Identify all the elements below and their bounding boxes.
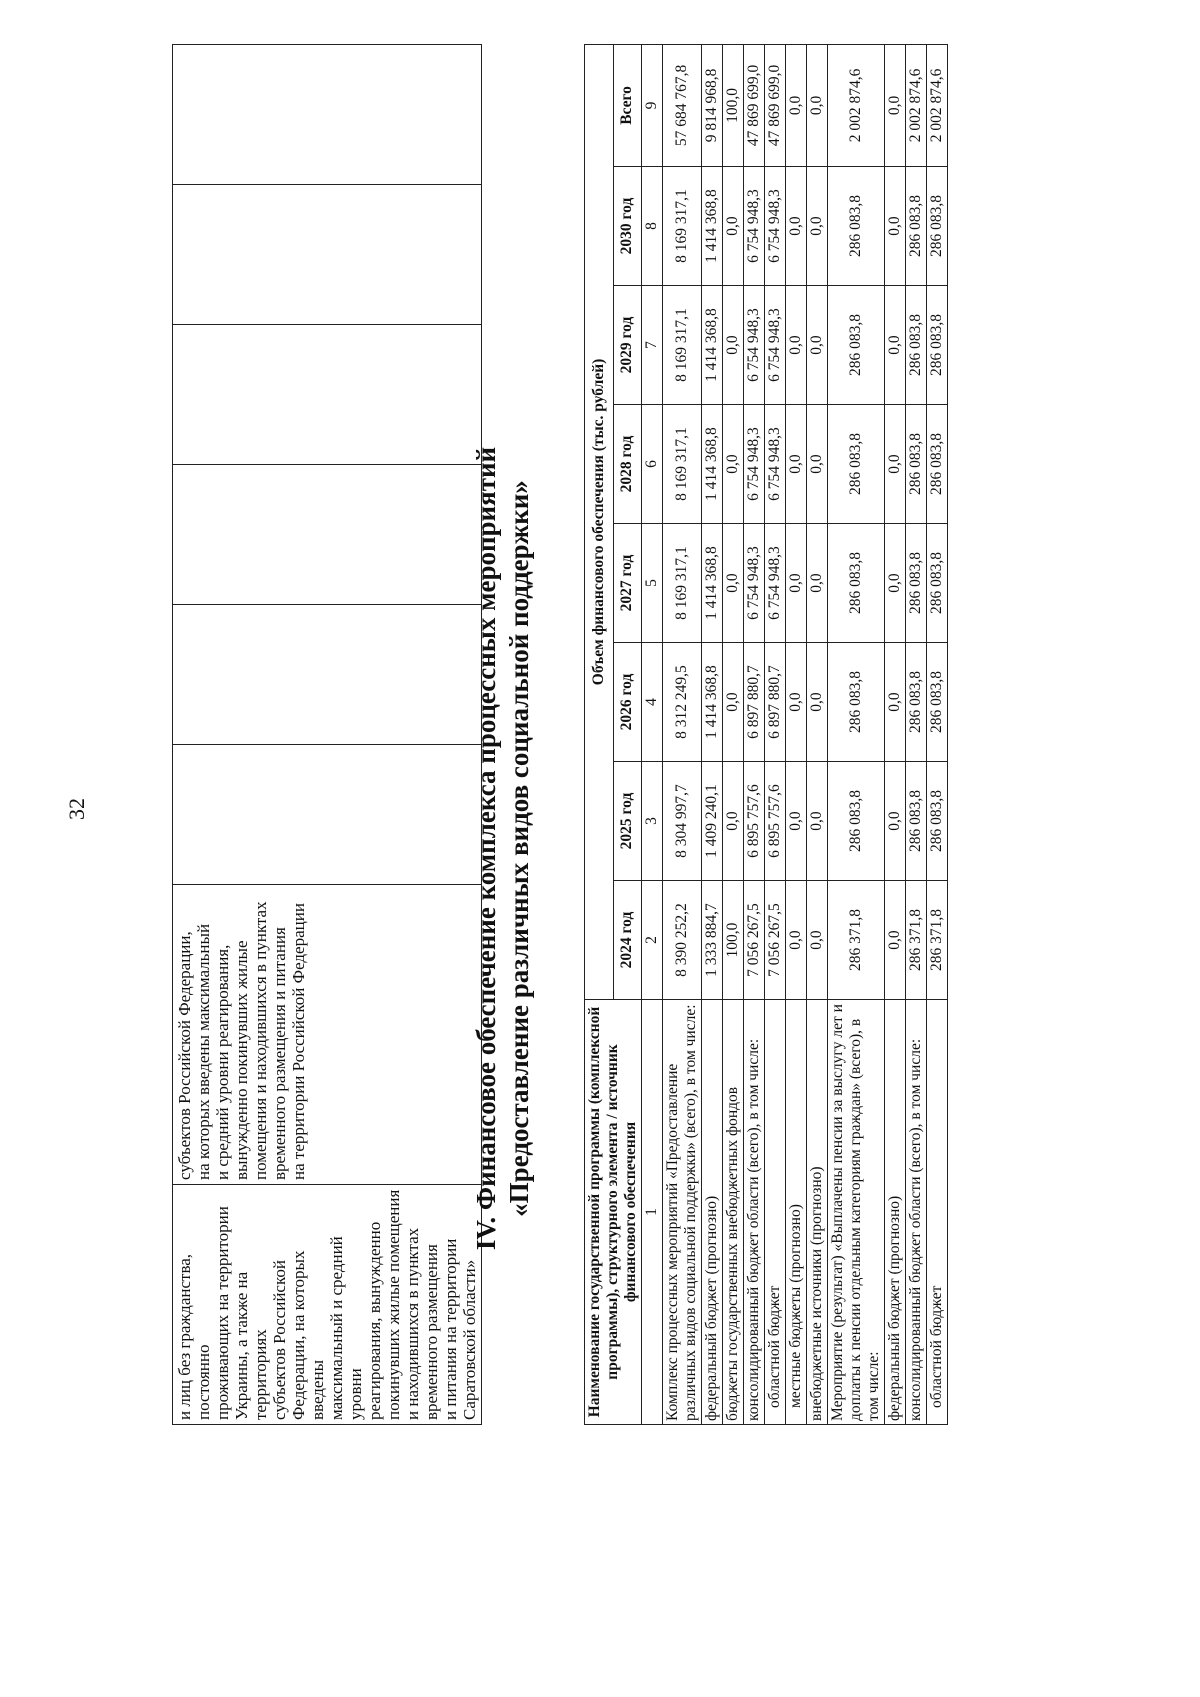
total-cell: 2 002 874,6 — [828, 44, 885, 166]
value-cell: 286 083,8 — [906, 762, 927, 881]
value-cell: 286 083,8 — [927, 643, 948, 762]
value-cell: 286 083,8 — [927, 405, 948, 524]
value-cell: 1 414 368,8 — [702, 405, 723, 524]
empty-cell — [173, 45, 482, 185]
column-index-row — [642, 44, 663, 1424]
table-row — [885, 44, 906, 1424]
row-label: консолидированный бюджет области (всего), в том числе: — [744, 1000, 765, 1425]
value-cell: 0,0 — [807, 524, 828, 643]
column-index: 4 — [642, 643, 663, 762]
value-cell: 8 390 252,2 — [663, 881, 702, 1000]
value-cell: 6 754 948,3 — [744, 524, 765, 643]
value-cell: 286 083,8 — [828, 762, 885, 881]
value-cell: 1 414 368,8 — [702, 286, 723, 405]
value-cell: 0,0 — [885, 762, 906, 881]
value-cell: 286 083,8 — [828, 643, 885, 762]
value-cell: 0,0 — [786, 167, 807, 286]
value-cell: 286 371,8 — [927, 881, 948, 1000]
row-label: бюджеты государственных внебюджетных фондов — [723, 1000, 744, 1425]
row-label: федеральный бюджет (прогнозно) — [885, 1000, 906, 1425]
empty-cell — [173, 185, 482, 325]
value-cell: 8 169 317,1 — [663, 167, 702, 286]
page-number: 32 — [64, 798, 89, 820]
total-cell: 47 869 699,0 — [765, 44, 786, 166]
value-cell: 6 895 757,6 — [765, 762, 786, 881]
value-cell: 0,0 — [723, 405, 744, 524]
value-cell: 286 083,8 — [828, 524, 885, 643]
column-index: 2 — [642, 881, 663, 1000]
value-cell: 6 754 948,3 — [765, 405, 786, 524]
header-year: 2025 год — [613, 762, 642, 881]
value-cell: 0,0 — [723, 167, 744, 286]
value-cell: 0,0 — [885, 524, 906, 643]
row-label: Комплекс процессных мероприятий «Предоставление различных видов социальной поддержки» (всего), в том числе: — [663, 1000, 702, 1425]
header-total: Всего — [613, 44, 642, 166]
header-year: 2030 год — [613, 167, 642, 286]
table-row — [663, 44, 702, 1424]
value-cell: 0,0 — [885, 881, 906, 1000]
value-cell: 1 414 368,8 — [702, 167, 723, 286]
value-cell: 100,0 — [723, 881, 744, 1000]
value-cell: 6 754 948,3 — [765, 524, 786, 643]
total-cell: 100,0 — [723, 44, 744, 166]
row-label: областной бюджет — [765, 1000, 786, 1425]
value-cell: 0,0 — [807, 167, 828, 286]
empty-cell — [173, 745, 482, 885]
value-cell: 0,0 — [885, 286, 906, 405]
empty-cell — [173, 325, 482, 465]
total-cell: 57 684 767,8 — [663, 44, 702, 166]
value-cell: 0,0 — [807, 762, 828, 881]
section-title-line-2: «Предоставление различных видов социальной поддержки» — [504, 480, 534, 1217]
value-cell: 286 083,8 — [927, 524, 948, 643]
header-year: 2029 год — [613, 286, 642, 405]
header-year: 2027 год — [613, 524, 642, 643]
empty-cell — [173, 465, 482, 605]
empty-cell — [173, 605, 482, 745]
value-cell: 0,0 — [807, 286, 828, 405]
value-cell: 286 083,8 — [906, 167, 927, 286]
continuation-cell-2: субъектов Российской Федерации, на которых введены максимальный и средний уровни реагирования, вынужденно покинувших жилые помещения и находившихся в пунктах временного размещения и питания на территории Российской Федерации — [173, 885, 482, 1185]
value-cell: 6 754 948,3 — [744, 167, 765, 286]
value-cell: 8 169 317,1 — [663, 405, 702, 524]
header-year: 2028 год — [613, 405, 642, 524]
continuation-table — [172, 44, 482, 1425]
table-row — [702, 44, 723, 1424]
value-cell: 0,0 — [807, 643, 828, 762]
value-cell: 0,0 — [807, 881, 828, 1000]
value-cell: 6 897 880,7 — [765, 643, 786, 762]
value-cell: 286 083,8 — [906, 643, 927, 762]
total-cell: 47 869 699,0 — [744, 44, 765, 166]
value-cell: 286 083,8 — [828, 405, 885, 524]
header-program-source: Наименование государственной программы (комплексной программы), структурного элемента / источник финансового обеспечения — [585, 1000, 642, 1425]
value-cell: 8 304 997,7 — [663, 762, 702, 881]
column-index: 3 — [642, 762, 663, 881]
value-cell: 0,0 — [723, 524, 744, 643]
value-cell: 1 414 368,8 — [702, 524, 723, 643]
table-row — [786, 44, 807, 1424]
value-cell: 286 083,8 — [906, 405, 927, 524]
value-cell: 286 083,8 — [906, 524, 927, 643]
column-index: 8 — [642, 167, 663, 286]
value-cell: 8 169 317,1 — [663, 286, 702, 405]
value-cell: 8 169 317,1 — [663, 524, 702, 643]
value-cell: 0,0 — [786, 286, 807, 405]
total-cell: 9 814 968,8 — [702, 44, 723, 166]
value-cell: 1 333 884,7 — [702, 881, 723, 1000]
column-index: 9 — [642, 44, 663, 166]
value-cell: 286 083,8 — [927, 286, 948, 405]
value-cell: 286 083,8 — [828, 167, 885, 286]
value-cell: 6 754 948,3 — [744, 405, 765, 524]
table-row — [765, 44, 786, 1424]
value-cell: 286 083,8 — [927, 167, 948, 286]
table-row — [744, 44, 765, 1424]
table-row — [828, 44, 885, 1424]
value-cell: 0,0 — [723, 286, 744, 405]
row-label: областной бюджет — [927, 1000, 948, 1425]
value-cell: 286 083,8 — [927, 762, 948, 881]
value-cell: 0,0 — [786, 643, 807, 762]
value-cell: 286 371,8 — [906, 881, 927, 1000]
header-year: 2024 год — [613, 881, 642, 1000]
value-cell: 6 754 948,3 — [765, 167, 786, 286]
section-heading — [470, 0, 536, 1697]
total-cell: 2 002 874,6 — [906, 44, 927, 166]
value-cell: 286 371,8 — [828, 881, 885, 1000]
value-cell: 6 895 757,6 — [744, 762, 765, 881]
table-row — [927, 44, 948, 1424]
continuation-cell-1: и лиц без гражданства, постоянно проживающих на территории Украины, а также на территориях субъектов Российской Федерации, на которых введены максимальный и средний уровни реагирования, вынужденно покинувших жилые помещения и находившихся в пунктах временного размещения и питания на территории Саратовской области» — [173, 1185, 482, 1425]
column-index: 5 — [642, 524, 663, 643]
value-cell: 0,0 — [786, 405, 807, 524]
total-cell: 0,0 — [786, 44, 807, 166]
value-cell: 286 083,8 — [906, 286, 927, 405]
value-cell: 6 897 880,7 — [744, 643, 765, 762]
table-row — [906, 44, 927, 1424]
value-cell: 0,0 — [786, 762, 807, 881]
financing-table — [584, 44, 948, 1425]
value-cell: 0,0 — [807, 405, 828, 524]
total-cell: 0,0 — [807, 44, 828, 166]
value-cell: 1 409 240,1 — [702, 762, 723, 881]
value-cell: 6 754 948,3 — [744, 286, 765, 405]
table-row — [807, 44, 828, 1424]
total-cell: 2 002 874,6 — [927, 44, 948, 166]
column-index: 6 — [642, 405, 663, 524]
value-cell: 0,0 — [723, 762, 744, 881]
row-label: консолидированный бюджет области (всего), в том числе: — [906, 1000, 927, 1425]
value-cell: 6 754 948,3 — [765, 286, 786, 405]
value-cell: 0,0 — [885, 643, 906, 762]
value-cell: 7 056 267,5 — [744, 881, 765, 1000]
row-label: местные бюджеты (прогнозно) — [786, 1000, 807, 1425]
value-cell: 8 312 249,5 — [663, 643, 702, 762]
section-title-line-1: IV. Финансовое обеспечение комплекса процессных мероприятий — [471, 446, 501, 1251]
row-label: внебюджетные источники (прогнозно) — [807, 1000, 828, 1425]
value-cell: 7 056 267,5 — [765, 881, 786, 1000]
column-index: 7 — [642, 286, 663, 405]
value-cell: 0,0 — [723, 643, 744, 762]
header-funding-volume: Объем финансового обеспечения (тыс. рублей) — [585, 44, 614, 999]
value-cell: 0,0 — [786, 881, 807, 1000]
value-cell: 1 414 368,8 — [702, 643, 723, 762]
row-label: Мероприятие (результат) «Выплачены пенсии за выслугу лет и доплаты к пенсии отдельным категориям граждан» (всего), в том числе: — [828, 1000, 885, 1425]
value-cell: 0,0 — [786, 524, 807, 643]
column-index: 1 — [642, 1000, 663, 1425]
value-cell: 286 083,8 — [828, 286, 885, 405]
row-label: федеральный бюджет (прогнозно) — [702, 1000, 723, 1425]
value-cell: 0,0 — [885, 167, 906, 286]
table-row — [723, 44, 744, 1424]
total-cell: 0,0 — [885, 44, 906, 166]
value-cell: 0,0 — [885, 405, 906, 524]
header-year: 2026 год — [613, 643, 642, 762]
